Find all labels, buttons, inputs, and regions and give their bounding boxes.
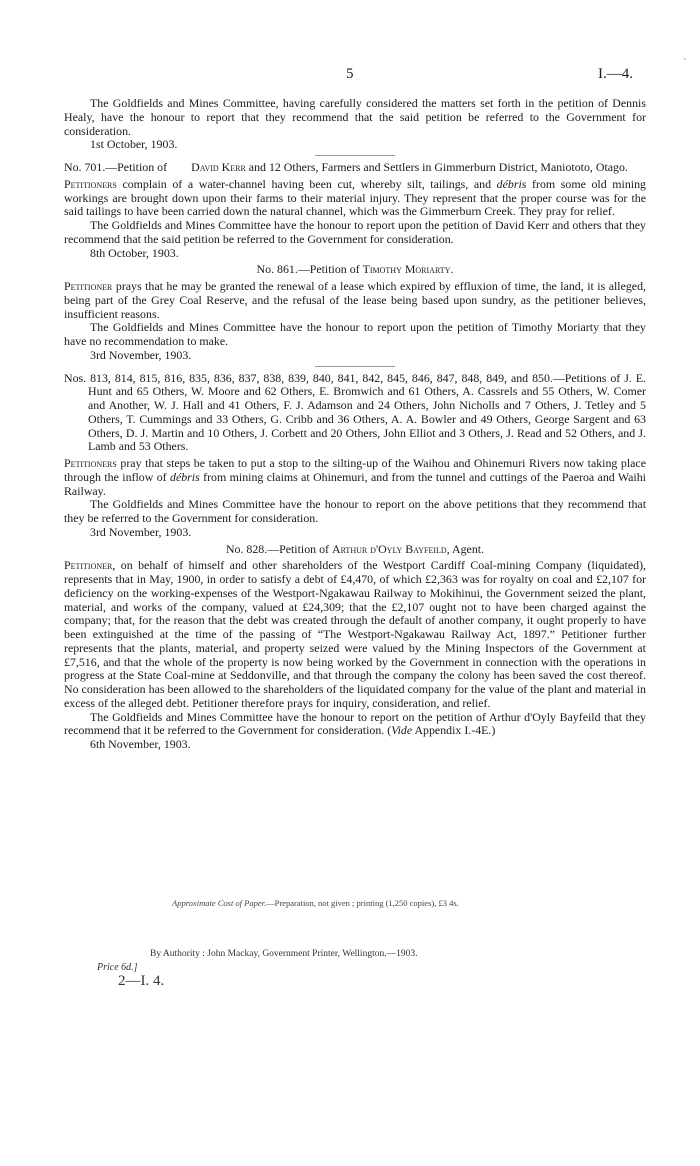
- section-divider: [315, 366, 395, 367]
- petition-body: Petitioners pray that steps be taken to put a stop to the silting-up of the Waihou and Ohinemuri Rivers now taking place through the inflow of débris from mining claims at Ohinemuri, and from the tunnel and cuttings of the Paeroa and Waihi Railway.: [64, 456, 646, 498]
- petitions-heading: Nos. 813, 814, 815, 816, 835, 836, 837, 838, 839, 840, 841, 842, 845, 846, 847, 848, 849, and 850.—Petitions of J. E. Hunt and 65 Others, W. Moore and 62 Others, E. Bromwich and 61 Others, A. Cassrels and 55 Others, W. Comer and Another, W. J. Hall and 41 Others, F. J. Adamson and 24 Others, John Nicholls and 7 Others, J. Tetley and 5 Others, T. Cummings and 33 Others, G. Cribb and 36 Others, A. A. Bowler and 49 Others, George Sargent and 63 Others, D. J. Martin and 10 Others, J. Corbett and 20 Others, John Elliot and 3 Others, J. Read and 52 Others, and J. Lamb and 53 Others.: [64, 370, 646, 454]
- report-date: 8th October, 1903.: [90, 245, 179, 260]
- debris-word: débris: [496, 176, 527, 191]
- report-date: 3rd November, 1903.: [90, 347, 192, 362]
- petition-heading: No. 828.—Petition of Arthur d'Oyly Bayfeild, Agent.: [225, 541, 485, 556]
- petitioner-name: David Kerr: [191, 160, 246, 174]
- corner-mark: `: [683, 58, 687, 69]
- vide-word: Vide: [391, 723, 413, 738]
- committee-report: The Goldfields and Mines Committee have the honour to report on the petition of Arthur d'Oyly Bayfeild that they recommend that it be referred to the Government for consideration. (Vide Appendix I.-4E.): [64, 709, 646, 738]
- lead-word: Petitioner: [64, 558, 113, 573]
- section-divider: [315, 155, 395, 156]
- debris-word: débris: [170, 469, 200, 484]
- printer-authority-line: By Authority : John Mackay, Government Printer, Wellington.—1903.: [150, 949, 418, 959]
- petition-title-rest: and 12 Others, Farmers and Settlers in Gimmerburn District, Maniototo, Otago.: [248, 160, 628, 174]
- price-label: Price 6d.]: [97, 962, 138, 973]
- committee-report: The Goldfields and Mines Committee have the honour to report upon the petition of Timothy Moriarty that they have no recommendation to make.: [64, 320, 646, 348]
- petition-body: Petitioner, on behalf of himself and other shareholders of the Westport Cardiff Coal-mining Company (liquidated), represents that in May, 1900, in order to satisfy a debt of £4,470, of which £2,363 was for royalty on coal and £2,107 for deficiency on the working-expenses of the Westport-Ngakawau Railway to Mokihinui, the Government seized the plant, material, and works of the company, valued at £24,309; that the £2,107 ought not to have been charged against the company; that, for the reason that the debt was created through the default of another company, it ought properly to have been extinguished at the time of the passing of “The Westport-Ngakawau Railway Act, 1897.” Petitioner further represents that the plants, material, and property seized were valued by the Mining Inspectors of the Government at £7,516, and that the whole of the property is now being worked by the Government in connection with the operations in progress at the State Coal-mine at Seddonville, and that through the company the colony has been saved the cost thereof. No consideration has been allowed to the shareholders of the liquidated company for the value of the plant and material in excess of the alleged debt. Petitioner therefore prays for inquiry, consideration, and relief.: [64, 558, 646, 710]
- report-date: 1st October, 1903.: [90, 137, 178, 152]
- healy-report-paragraph: The Goldfields and Mines Committee, having carefully considered the matters set forth in the petition of Dennis Healy, have the honour to report that they recommend that the said petition be referred to the Government for consideration.: [64, 96, 646, 138]
- lead-word: Petitioner: [64, 279, 113, 293]
- petitioner-name: Timothy Moriarty.: [362, 262, 454, 277]
- petition-number: No. 828.—Petition of: [225, 541, 329, 556]
- page-number: 5: [346, 66, 354, 82]
- petition-heading: [64, 161, 646, 175]
- petition-body: Petitioner prays that he may be granted the renewal of a lease which expired by effluxion of time, the land, it is alleged, being part of the Grey Coal Reserve, and the refusal of the lease being based upon sundry, as the petitioner believes, insufficient reasons.: [64, 279, 646, 321]
- document-body: [64, 97, 646, 755]
- sheet-signature: 2—I. 4.: [118, 973, 165, 989]
- committee-report: The Goldfields and Mines Committee have the honour to report on the above petitions that they recommend that they be referred to the Government for consideration.: [64, 497, 646, 525]
- document-reference: I.—4.: [598, 66, 633, 82]
- petition-heading: [64, 263, 646, 277]
- petition-number: No. 701.—Petition of: [64, 160, 168, 174]
- report-date: 6th November, 1903.: [90, 737, 191, 751]
- lead-word: Petitioners: [64, 456, 117, 470]
- petition-number: No. 861.—Petition of: [256, 262, 360, 277]
- committee-report: The Goldfields and Mines Committee have the honour to report upon the petition of David Kerr and others that they recommend that the said petition be referred to the Government for consideration.: [64, 218, 646, 246]
- report-date: 3rd November, 1903.: [90, 524, 192, 539]
- petition-body: Petitioners complain of a water-channel having been cut, whereby silt, tailings, and débris from some old mining workings are brought down upon their farms to their material injury. They represent that the proper course was for the said tailings to have been carried down the natural channel, which was the Gimmerburn Creek. They pray for relief.: [64, 176, 646, 219]
- approximate-cost-line: Approximate Cost of Paper.—Preparation, not given ; printing (1,250 copies), £3 4s.: [172, 898, 459, 908]
- lead-word: Petitioners: [64, 176, 117, 191]
- petition-title: [173, 161, 646, 175]
- petitioner-name: Arthur d'Oyly Bayfeild: [331, 541, 447, 556]
